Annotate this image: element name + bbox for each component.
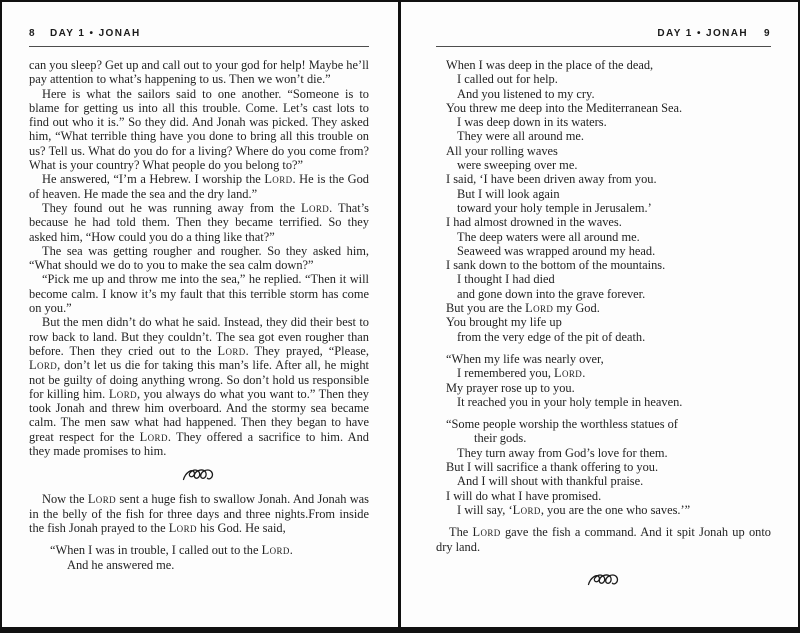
lord-smallcaps: Lord xyxy=(108,386,137,401)
paragraph: can you sleep? Get up and call out to your god for help! Maybe he’ll pay attention to what’s happening to us. Then we won’t die.” xyxy=(29,58,369,87)
paragraph: Now the Lord sent a huge fish to swallow Jonah. And Jonah was in the belly of the fish for three days and three nights.From inside the fish Jonah prayed to the Lord his God. He said, xyxy=(29,492,369,535)
lord-smallcaps: Lord xyxy=(168,520,197,535)
paragraph: But the men didn’t do what he said. Instead, they did their best to row back to land. But they couldn’t. The sea got even rougher than before. Then they cried out to the Lord. They prayed, “Please, Lord, don’t let us die for taking this man’s life. After all, he might not be guilty of doing anything wrong. So don’t hold us responsible for killing him. Lord, you always do what you want to.” Then they took Jonah and threw him overboard. And the stormy sea became calm. The men saw what had happened. Then they began to have great respect for the Lord. They offered a sacrifice to him. And they made promises to him. xyxy=(29,315,369,459)
poem-line: When I was deep in the place of the dead, xyxy=(446,58,654,72)
running-head-left: DAY 1 • JONAH xyxy=(49,28,141,39)
lord-smallcaps: Lord xyxy=(472,525,501,540)
poem-line: were sweeping over me. xyxy=(457,158,578,173)
paragraph: He answered, “I’m a Hebrew. I worship the Lord. He is the God of heaven. He made the sea and the dry land.” xyxy=(29,172,369,201)
poem-line: “Some people worship the worthless statues of xyxy=(446,417,678,432)
poem-line: Seaweed was wrapped around my head. xyxy=(457,243,656,258)
paragraph: The sea was getting rougher and rougher. So they asked him, “What should we do to you to make the sea calm down?” xyxy=(29,243,369,273)
lord-smallcaps: Lord xyxy=(217,343,246,358)
lord-smallcaps: Lord xyxy=(139,429,168,444)
poem-line: But I will look again xyxy=(457,186,560,201)
lord-smallcaps: Lord xyxy=(300,200,330,215)
poem-line: My prayer rose up to you. xyxy=(446,380,575,395)
poem-line: I had almost drowned in the waves. xyxy=(446,215,622,230)
page-header-left xyxy=(29,28,369,47)
page-right xyxy=(401,2,798,627)
lord-smallcaps: Lord xyxy=(512,502,541,517)
poem-line: I remembered you, Lord. xyxy=(457,366,586,381)
poem-line: All your rolling waves xyxy=(446,143,558,158)
page-number-left: 8 xyxy=(29,28,36,39)
poem-line: I was deep down in its waters. xyxy=(457,115,607,130)
poem-line: And you listened to my cry. xyxy=(457,86,595,101)
lord-smallcaps: Lord xyxy=(554,366,583,381)
poem-line: The deep waters were all around me. xyxy=(457,229,640,244)
running-head-right: DAY 1 • JONAH xyxy=(657,28,749,39)
poem-line: I thought I had died xyxy=(457,272,555,287)
section-ornament xyxy=(29,467,369,487)
poem-line: They turn away from God’s love for them. xyxy=(457,445,668,460)
page-left-content xyxy=(29,58,369,572)
paragraph: “Pick me up and throw me into the sea,” he replied. “Then it will become calm. I know it’s my fault that this terrible storm has come on you.” xyxy=(29,272,369,316)
poem-line: You threw me deep into the Mediterranean Sea. xyxy=(446,100,683,115)
poem-stanza xyxy=(436,58,771,344)
poem-stanza xyxy=(436,352,771,409)
page-right-content xyxy=(436,58,771,592)
poem-line: And he answered me. xyxy=(67,557,175,572)
page-number-right: 9 xyxy=(764,28,771,39)
lord-smallcaps: Lord xyxy=(264,172,293,187)
page-left xyxy=(2,2,398,627)
paragraph: They found out he was running away from the Lord. That’s because he had told them. Then they became terrified. So they asked him, “How could you do a thing like that?” xyxy=(29,200,369,244)
lord-smallcaps: Lord xyxy=(261,543,290,558)
poem-line: “When I was in trouble, I called out to the Lord. xyxy=(50,543,293,558)
poem-line: I called out for help. xyxy=(457,72,558,87)
flourish-icon xyxy=(587,572,621,587)
poem-line: I said, ‘I have been driven away from you. xyxy=(446,172,657,187)
lord-smallcaps: Lord xyxy=(525,301,554,316)
section-ornament xyxy=(436,572,771,592)
poem-line: toward your holy temple in Jerusalem.’ xyxy=(457,200,652,215)
poem-line: It reached you in your holy temple in heaven. xyxy=(457,394,683,409)
poem-line: and gone down into the grave forever. xyxy=(457,286,646,301)
page-header-right xyxy=(436,28,771,47)
poem-line: from the very edge of the pit of death. xyxy=(457,329,646,344)
paragraph: The Lord gave the fish a command. And it spit Jonah up onto dry land. xyxy=(436,525,771,554)
lord-smallcaps: Lord xyxy=(29,358,58,373)
poem-line: You brought my life up xyxy=(446,315,562,330)
poem-line: their gods. xyxy=(474,431,527,446)
poem-line: I sank down to the bottom of the mountains. xyxy=(446,258,666,273)
poem-line: I will say, ‘Lord, you are the one who saves.’” xyxy=(457,502,691,517)
poem-line: “When my life was nearly over, xyxy=(446,351,604,366)
poem-line: But I will sacrifice a thank offering to you. xyxy=(446,460,659,475)
poem-stanza xyxy=(29,543,369,572)
poem-line: And I will shout with thankful praise. xyxy=(457,474,644,489)
flourish-icon xyxy=(182,467,216,482)
lord-smallcaps: Lord xyxy=(87,492,117,507)
poem-line: I will do what I have promised. xyxy=(446,488,602,503)
poem-line: But you are the Lord my God. xyxy=(446,301,600,316)
poem-stanza xyxy=(436,417,771,517)
paragraph: Here is what the sailors said to one another. “Someone is to blame for getting us into all this trouble. Come. Let’s cast lots to find out who it is.” So they did. And Jonah was picked. They asked him, “What terrible thing have you done to bring all this trouble on us? Tell us. What do you do for a living? Where do you come from? What is your country? What people do you belong to?” xyxy=(29,86,369,173)
poem-line: They were all around me. xyxy=(457,129,584,144)
